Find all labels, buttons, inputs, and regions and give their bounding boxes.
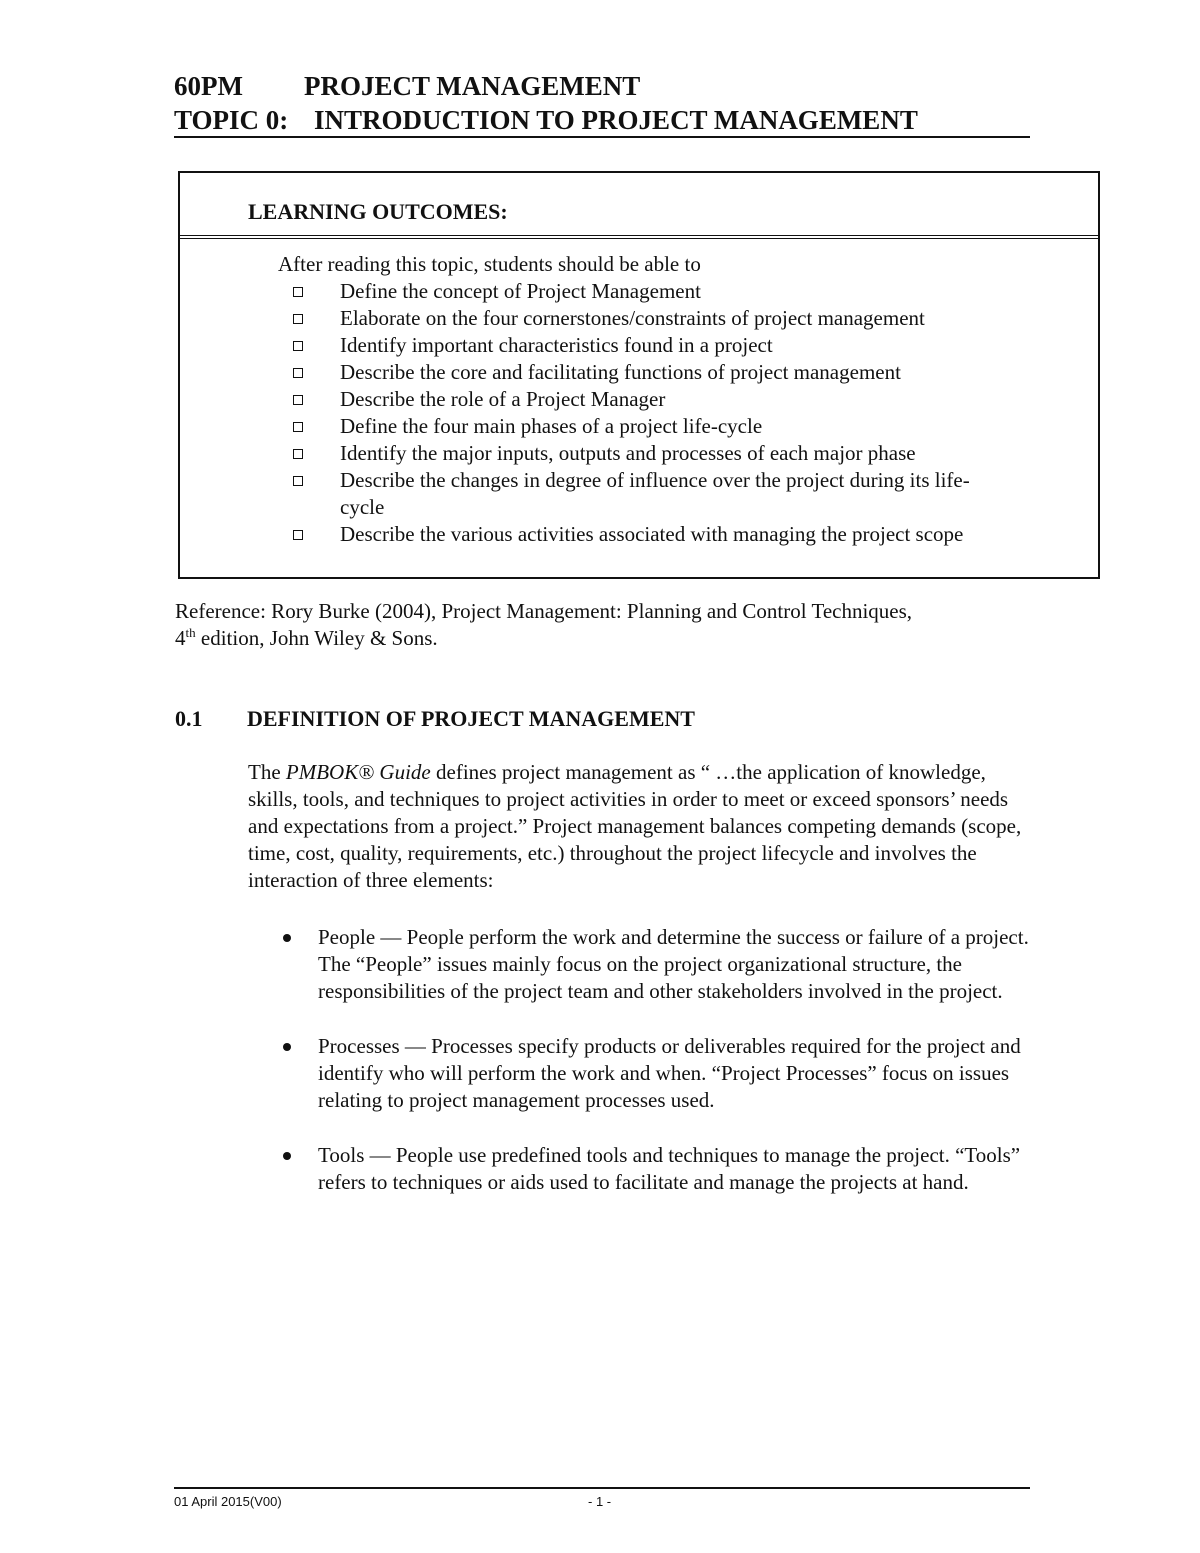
learning-outcomes-title: LEARNING OUTCOMES: bbox=[248, 199, 508, 224]
list-item bbox=[280, 1033, 1040, 1114]
learning-outcomes-box bbox=[178, 171, 1100, 579]
list-item bbox=[290, 467, 1010, 521]
list-item bbox=[290, 386, 1010, 413]
reference-line-1: Reference: Rory Burke (2004), Project Management: Planning and Control Techniques, bbox=[175, 599, 913, 623]
reference-edition-superscript: th bbox=[185, 625, 196, 640]
square-bullet-icon bbox=[293, 476, 303, 486]
list-item bbox=[290, 278, 1010, 305]
section-number: 0.1 bbox=[175, 706, 203, 731]
topic-heading bbox=[174, 104, 1034, 136]
square-bullet-icon bbox=[293, 287, 303, 297]
learning-outcomes-header bbox=[180, 173, 1098, 239]
bullet-text-tools: Tools — People use predefined tools and techniques to manage the project. “Tools” refers to techniques or aids used to facilitate and manage the projects at hand. bbox=[318, 1143, 1021, 1194]
list-item bbox=[290, 440, 1010, 467]
list-item-text: Describe the core and facilitating functions of project management bbox=[340, 360, 901, 384]
section-title: DEFINITION OF PROJECT MANAGEMENT bbox=[247, 706, 695, 731]
reference-line-2: edition, John Wiley & Sons. bbox=[195, 626, 438, 650]
list-item-text: Describe the various activities associated with managing the project scope bbox=[340, 522, 964, 546]
list-item bbox=[290, 305, 1010, 332]
learning-outcomes-list bbox=[290, 278, 1010, 548]
list-item-text: Describe the changes in degree of influence over the project during its life-cycle bbox=[340, 468, 970, 519]
list-item-text: Define the four main phases of a project life-cycle bbox=[340, 414, 763, 438]
list-item-text: Describe the role of a Project Manager bbox=[340, 387, 666, 411]
course-code: 60PM bbox=[174, 71, 243, 101]
header-rule bbox=[174, 136, 1030, 138]
section-heading bbox=[175, 705, 695, 733]
reference-edition-number: 4 bbox=[175, 626, 186, 650]
list-item-text: Elaborate on the four cornerstones/constraints of project management bbox=[340, 306, 925, 330]
topic-label: TOPIC 0: bbox=[174, 105, 289, 135]
square-bullet-icon bbox=[293, 314, 303, 324]
elements-list bbox=[280, 924, 1040, 1224]
list-item bbox=[290, 521, 1010, 548]
course-title: PROJECT MANAGEMENT bbox=[304, 71, 641, 101]
bullet-text-processes: Processes — Processes specify products or deliverables required for the project and identify who will perform the work and when. “Project Processes” focus on issues relating to project management processes used. bbox=[318, 1034, 1021, 1112]
topic-title: INTRODUCTION TO PROJECT MANAGEMENT bbox=[314, 105, 918, 135]
square-bullet-icon bbox=[293, 395, 303, 405]
footer-rule bbox=[174, 1487, 1030, 1489]
bullet-dot-icon bbox=[283, 1043, 291, 1051]
reference-citation bbox=[175, 598, 1045, 652]
list-item-text: Identify important characteristics found in a project bbox=[340, 333, 773, 357]
bullet-text-people: People — People perform the work and determine the success or failure of a project. The “People” issues mainly focus on the project organizational structure, the responsibilities of the project team and other stakeholders involved in the project. bbox=[318, 925, 1029, 1003]
list-item bbox=[280, 1142, 1040, 1196]
list-item bbox=[280, 924, 1040, 1005]
square-bullet-icon bbox=[293, 368, 303, 378]
square-bullet-icon bbox=[293, 449, 303, 459]
footer-date: 01 April 2015(V00) bbox=[174, 1494, 282, 1509]
list-item bbox=[290, 359, 1010, 386]
course-heading bbox=[174, 70, 1034, 102]
square-bullet-icon bbox=[293, 530, 303, 540]
learning-outcomes-intro: After reading this topic, students should be able to bbox=[278, 252, 701, 276]
footer-page-number: - 1 - bbox=[588, 1494, 612, 1509]
list-item-text: Identify the major inputs, outputs and processes of each major phase bbox=[340, 441, 916, 465]
list-item bbox=[290, 413, 1010, 440]
square-bullet-icon bbox=[293, 422, 303, 432]
list-item-text: Define the concept of Project Management bbox=[340, 279, 701, 303]
bullet-dot-icon bbox=[283, 1152, 291, 1160]
pmbok-guide-emphasis: PMBOK® Guide bbox=[285, 760, 431, 784]
square-bullet-icon bbox=[293, 341, 303, 351]
bullet-dot-icon bbox=[283, 934, 291, 942]
list-item bbox=[290, 332, 1010, 359]
paragraph-prefix: The bbox=[248, 760, 286, 784]
paragraph-body: defines project management as “ …the application of knowledge, skills, tools, and techniques to project activities in order to meet or exceed sponsors’ needs and expectations from a project.” Project management balances competing demands (scope, time, cost, quality, requirements, etc.) throughout the project lifecycle and involves the interaction of three elements: bbox=[248, 760, 1022, 892]
definition-paragraph bbox=[248, 759, 1028, 894]
